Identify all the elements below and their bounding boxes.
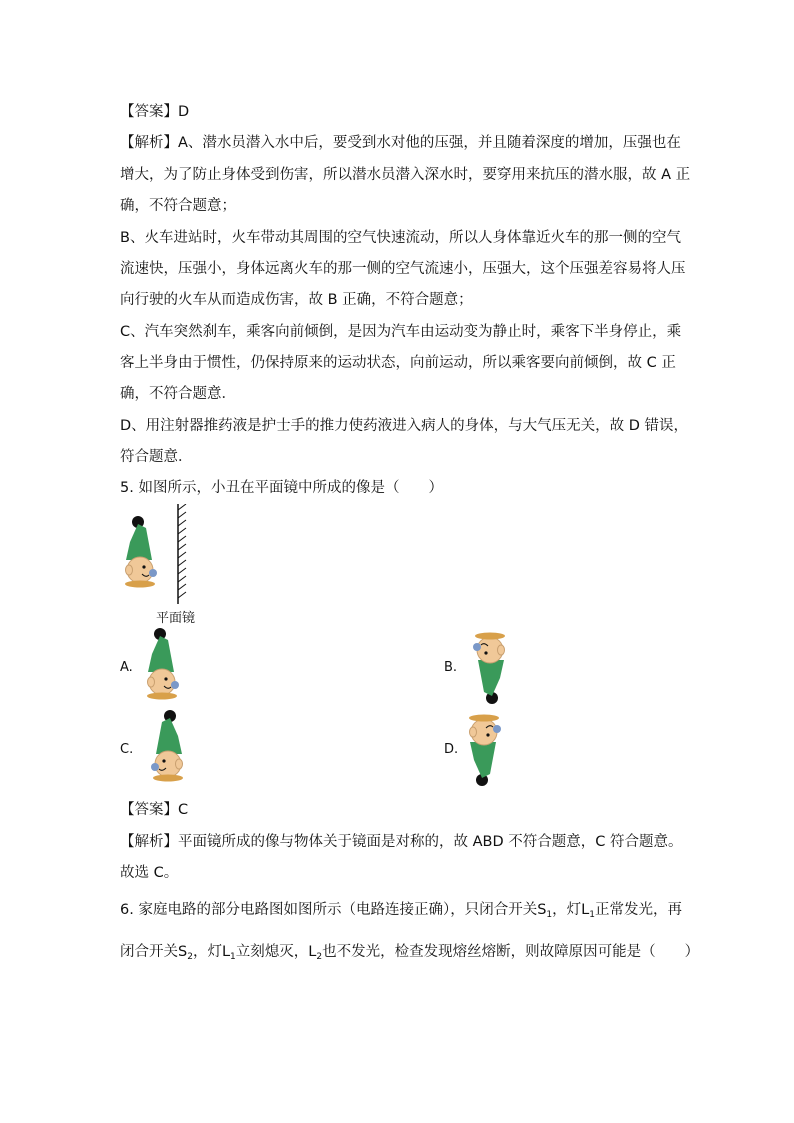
option-c-label: C. <box>120 742 134 757</box>
analysis-line: 流速快，压强小，身体远离火车的那一侧的空气流速小，压强大，这个压强差容易将人压 <box>120 261 686 277</box>
analysis-line: 确，不符合题意． <box>120 386 236 402</box>
plane-mirror <box>174 504 192 604</box>
option-b-clown <box>462 628 512 704</box>
answer-line-q5: 【答案】C <box>120 802 189 818</box>
analysis-line: D、用注射器推药液是护士手的推力使药液进入病人的身体，与大气压无关，故 D 错误， <box>120 418 689 434</box>
analysis-line: 增大，为了防止身体受到伤害，所以潜水员潜入深水时，要穿用来抗压的潜水服，故 A 正 <box>120 167 691 183</box>
analysis-line: C、汽车突然刹车，乘客向前倾倒，是因为汽车由运动变为静止时，乘客下半身停止，乘 <box>120 324 682 340</box>
analysis-line: 确，不符合题意； <box>120 198 236 214</box>
analysis-line: 【解析】A、潜水员潜入水中后，要受到水对他的压强，并且随着深度的增加，压强也在 <box>120 135 681 151</box>
question-6-line-1: 6. 家庭电路的部分电路图如图所示（电路连接正确），只闭合开关$S_1$，灯$L_1$正常发光，再 <box>120 902 682 920</box>
option-d-label: D. <box>444 742 459 757</box>
option-c-clown <box>140 710 190 786</box>
question-5: 5. 如图所示，小丑在平面镜中所成的像是（ ） <box>120 480 443 496</box>
analysis-line: 向行驶的火车从而造成伤害，故 B 正确，不符合题意； <box>120 292 473 308</box>
answer-line: 【答案】D <box>120 104 190 120</box>
analysis-line: B、火车进站时，火车带动其周围的空气快速流动，所以人身体靠近火车的那一侧的空气 <box>120 230 681 246</box>
mirror-caption: 平面镜 <box>156 611 196 626</box>
question-6-line-2: 闭合开关$S_2$，灯$L_1$立刻熄灭，$L_2$也不发光，检查发现熔丝熔断，则故障原因可能是（ ） <box>120 944 700 962</box>
option-d-clown <box>462 710 512 786</box>
analysis-line: 符合题意． <box>120 449 193 465</box>
analysis-line: 客上半身由于惯性，仍保持原来的运动状态，向前运动，所以乘客要向前倾倒，故 C 正 <box>120 355 676 371</box>
clown-original-figure <box>118 516 168 592</box>
analysis-q5: 【解析】平面镜所成的像与物体关于镜面是对称的，故 ABD 不符合题意，C 符合题意。 <box>120 834 683 850</box>
option-b-label: B. <box>444 660 458 675</box>
analysis-q5-conclusion: 故选 C。 <box>120 865 179 881</box>
option-a-label: A. <box>120 660 133 675</box>
option-a-clown <box>140 628 190 704</box>
